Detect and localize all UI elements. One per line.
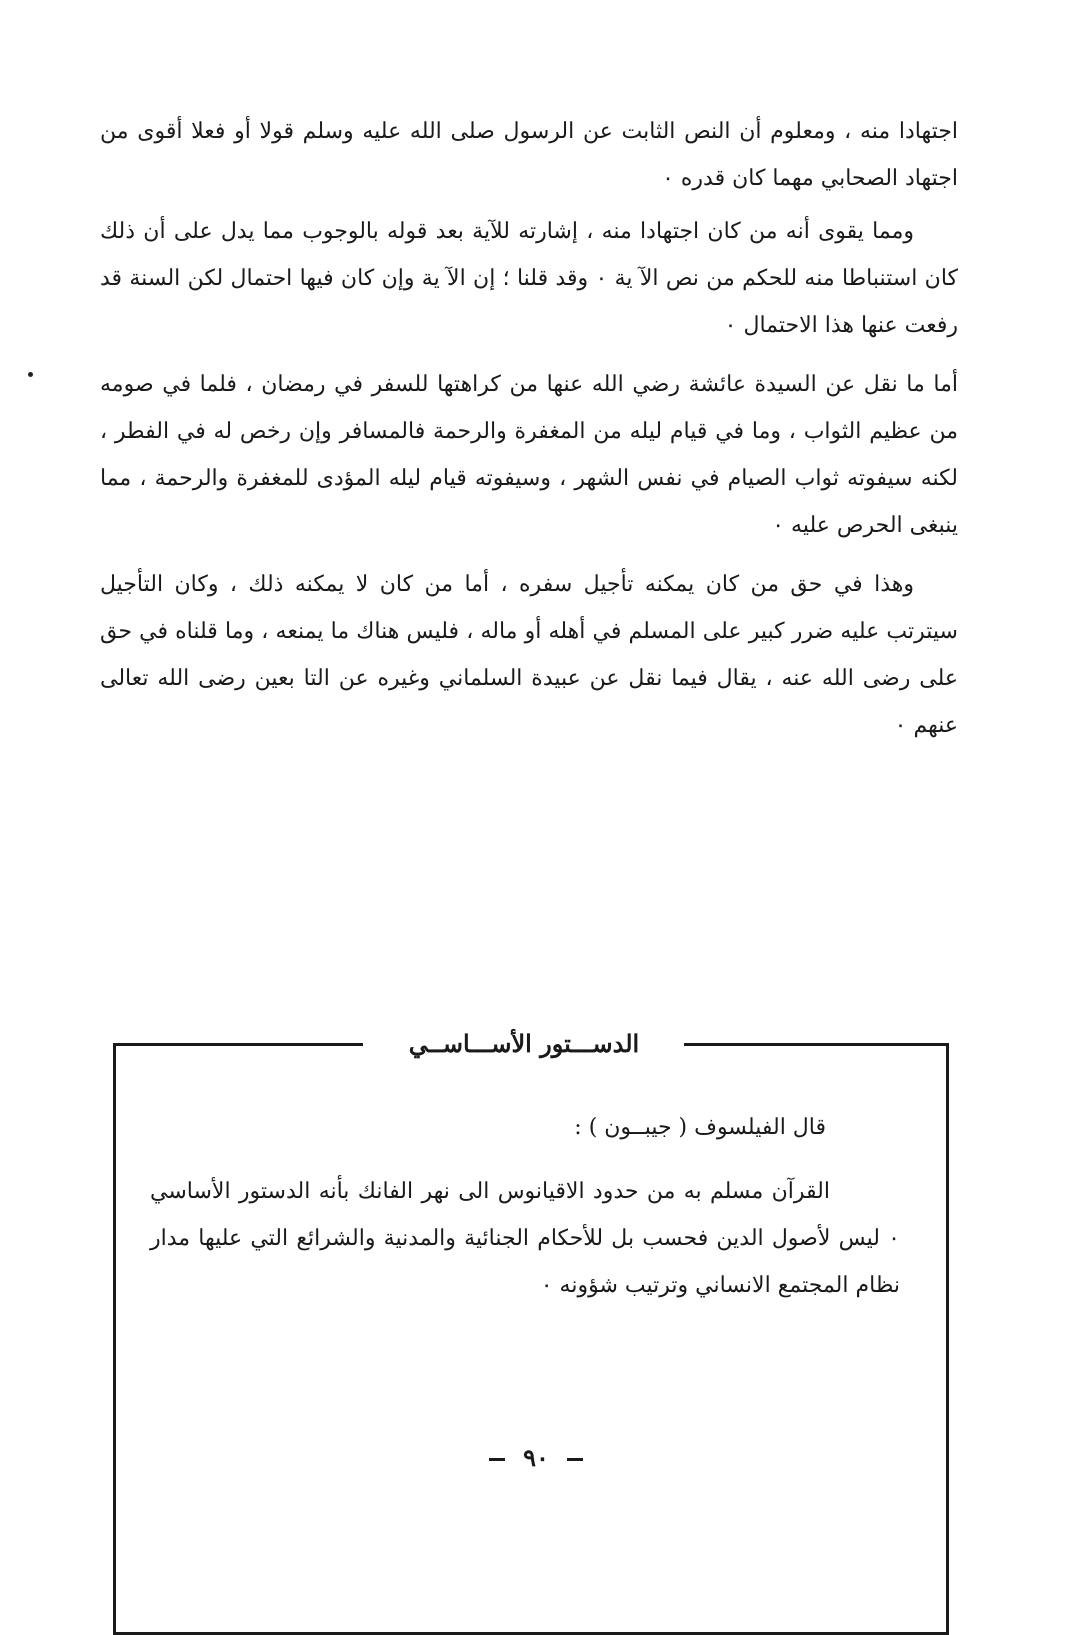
paragraph-4 [100, 561, 958, 749]
paragraph-1: اجتهادا منه ، ومعلوم أن النص الثابت عن الرسول صلى الله عليه وسلم قولا أو فعلا أقوى من اجتهاد الصحابي مهما كان قدره ٠ [100, 119, 958, 191]
paragraph-4-text: وهذا في حق من كان يمكنه تأجيل سفره ، أما من كان لا يمكنه ذلك ، وكان التأجيل سيترتب عليه ضرر كبير على المسلم في أهله أو ماله ، فليس هناك ما يمنعه ، وما قلناه في حق على رضى الله عنه ، يقال فيما نقل عن عبيدة السلماني وغيره عن التا بعين رضى الله تعالى عنهم ٠ [100, 572, 958, 738]
page-number-dash-left [489, 1458, 505, 1461]
quote-text [150, 1168, 900, 1309]
quote-attribution: قال الفيلسوف ( جيبــون ) : [574, 1115, 826, 1140]
page-number [436, 1438, 636, 1478]
paragraph-2 [100, 208, 958, 349]
page-number-dash-right [567, 1458, 583, 1461]
quote-box-title: الدســـتور الأســـاســي [372, 1024, 676, 1064]
page-number-value: ٩٠ [523, 1443, 549, 1472]
quote-text-body: القرآن مسلم به من حدود الاقيانوس الى نهر الفانك بأنه الدستور الأساسي ٠ ليس لأصول الدين فحسب بل للأحكام الجنائية والمدنية والشرائع التي عليها مدار نظام المجتمع الانساني وترتيب شؤونه ٠ [150, 1179, 900, 1298]
paragraph-3: أما ما نقل عن السيدة عائشة رضي الله عنها من كراهتها للسفر في رمضان ، فلما في صومه من عظيم الثواب ، وما في قيام ليله من المغفرة والرحمة فالمسافر وإن رخص له في الفطر ، لكنه سيفوته ثواب الصيام في نفس الشهر ، وسيفوته قيام ليله المؤدى للمغفرة والرحمة ، مما ينبغى الحرص عليه ٠ [100, 372, 958, 538]
quote-box-top-right-rule [684, 1043, 949, 1046]
body-text [100, 108, 958, 761]
paragraph-2-text: ومما يقوى أنه من كان اجتهادا منه ، إشارته للآية بعد قوله بالوجوب مما يدل على أن ذلك كان استنباطا منه للحكم من نص الآ ية ٠ وقد قلنا ؛ إن الآ ية وإن كان فيها احتمال لكن السنة قد رفعت عنها هذا الاحتمال ٠ [100, 219, 958, 338]
margin-dot [28, 372, 33, 377]
quote-box-top-left-rule [113, 1043, 363, 1046]
